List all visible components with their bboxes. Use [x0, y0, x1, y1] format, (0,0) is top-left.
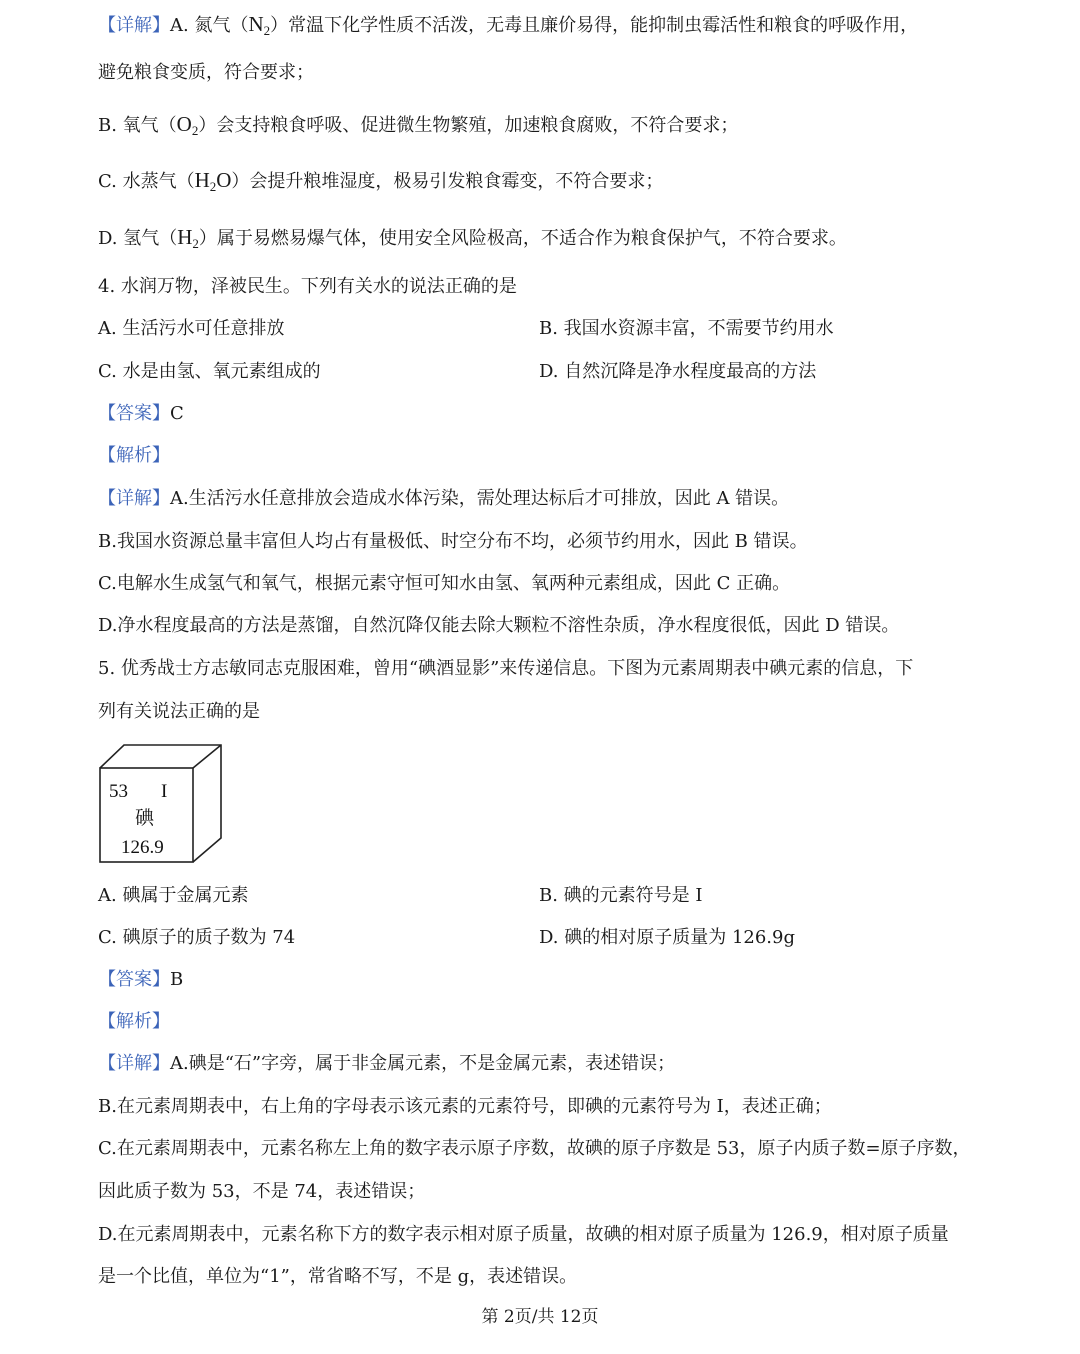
q4-option-c: C. 水是由氢、氧元素组成的	[98, 361, 321, 382]
q4-detail-a	[98, 487, 789, 511]
detail-tag: 【详解】	[98, 1053, 170, 1074]
element-name: 碘	[135, 808, 155, 829]
q3-d-text-1: D. 氢气（	[98, 228, 178, 249]
q5-option-d: D. 碘的相对原子质量为 126.9g	[539, 927, 796, 948]
formula-h2: $H_2$	[177, 225, 199, 251]
q5-option-a: A. 碘属于金属元素	[98, 885, 249, 906]
q3-detail-a-cont: 避免粮食变质，符合要求；	[98, 62, 314, 83]
q5-option-c: C. 碘原子的质子数为 74	[98, 927, 296, 948]
q5-answer	[98, 968, 183, 992]
q5-detail-c: C.在元素周期表中，元素名称左上角的数字表示原子序数，故碘的原子序数是 53，原子内质子数=原子序数，	[98, 1138, 971, 1159]
formula-o2: $O_2$	[176, 112, 199, 138]
q3-c-text-2: ）会提升粮堆湿度，极易引发粮食霉变，不符合要求；	[231, 171, 664, 192]
q3-c-text-1: C. 水蒸气（	[98, 171, 195, 192]
q3-detail-a	[98, 12, 918, 38]
detail-tag: 【详解】	[98, 15, 170, 36]
q5-detail-a	[98, 1052, 675, 1076]
q5-analysis-tag: 【解析】	[98, 1011, 170, 1032]
q4-option-a: A. 生活污水可任意排放	[98, 318, 285, 339]
q4-detail-a-text: A.生活污水任意排放会造成水体污染，需处理达标后才可排放，因此 A 错误。	[170, 488, 790, 509]
answer-tag: 【答案】	[98, 403, 170, 424]
q5-detail-d: D.在元素周期表中，元素名称下方的数字表示相对原子质量，故碘的相对原子质量为 126.9，相对原子质量	[98, 1224, 949, 1245]
q4-detail-d: D.净水程度最高的方法是蒸馏，自然沉降仅能去除大颗粒不溶性杂质，净水程度很低，因此 D 错误。	[98, 615, 900, 636]
q3-a-text-1: A. 氮气（	[170, 15, 249, 36]
q5-option-b: B. 碘的元素符号是 I	[539, 885, 703, 906]
q4-answer	[98, 402, 184, 426]
iodine-element-card	[99, 744, 225, 866]
page-footer: 第 2页/共 12页	[481, 1307, 599, 1327]
q5-detail-a-text: A.碘是“石”字旁，属于非金属元素，不是金属元素，表述错误；	[170, 1053, 676, 1074]
q5-stem-2: 列有关说法正确的是	[98, 701, 260, 722]
q5-stem-1: 5. 优秀战士方志敏同志克服困难，曾用“碘酒显影”来传递信息。下图为元素周期表中碘元素的信息，下	[98, 658, 914, 679]
q3-detail-c	[98, 168, 663, 194]
q4-detail-c: C.电解水生成氢气和氧气，根据元素守恒可知水由氢、氧两种元素组成，因此 C 正确。	[98, 573, 791, 594]
q3-b-text-2: ）会支持粮食呼吸、促进微生物繁殖，加速粮食腐败，不符合要求；	[198, 115, 739, 136]
q5-detail-b: B.在元素周期表中，右上角的字母表示该元素的元素符号，即碘的元素符号为 I，表述正确；	[98, 1096, 832, 1117]
answer-value: C	[170, 403, 184, 424]
answer-tag: 【答案】	[98, 969, 170, 990]
q4-option-b: B. 我国水资源丰富，不需要节约用水	[539, 318, 834, 339]
q3-detail-d	[98, 225, 847, 251]
q4-stem: 4. 水润万物，泽被民生。下列有关水的说法正确的是	[98, 276, 517, 297]
q5-detail-c-cont: 因此质子数为 53，不是 74，表述错误；	[98, 1181, 426, 1202]
element-atomic-number: 53	[109, 781, 128, 802]
q4-detail-b: B.我国水资源总量丰富但人均占有量极低、时空分布不均，必须节约用水，因此 B 错误。	[98, 531, 808, 552]
element-symbol: I	[161, 781, 168, 802]
q3-a-text-2: ）常温下化学性质不活泼，无毒且廉价易得，能抑制虫霉活性和粮食的呼吸作用，	[270, 15, 919, 36]
q3-d-text-2: ）属于易燃易爆气体，使用安全风险极高，不适合作为粮食保护气，不符合要求。	[198, 228, 847, 249]
q3-detail-b	[98, 112, 738, 138]
formula-n2: $N_2$	[248, 12, 271, 38]
q4-option-d: D. 自然沉降是净水程度最高的方法	[539, 361, 817, 382]
detail-tag: 【详解】	[98, 488, 170, 509]
answer-value: B	[170, 969, 184, 990]
q4-analysis-tag: 【解析】	[98, 445, 170, 466]
formula-h2o: $H_2O$	[194, 168, 232, 194]
q3-b-text-1: B. 氧气（	[98, 115, 177, 136]
q5-detail-d-cont: 是一个比值，单位为“1”，常省略不写，不是 g，表述错误。	[98, 1266, 578, 1287]
element-mass: 126.9	[121, 837, 164, 858]
